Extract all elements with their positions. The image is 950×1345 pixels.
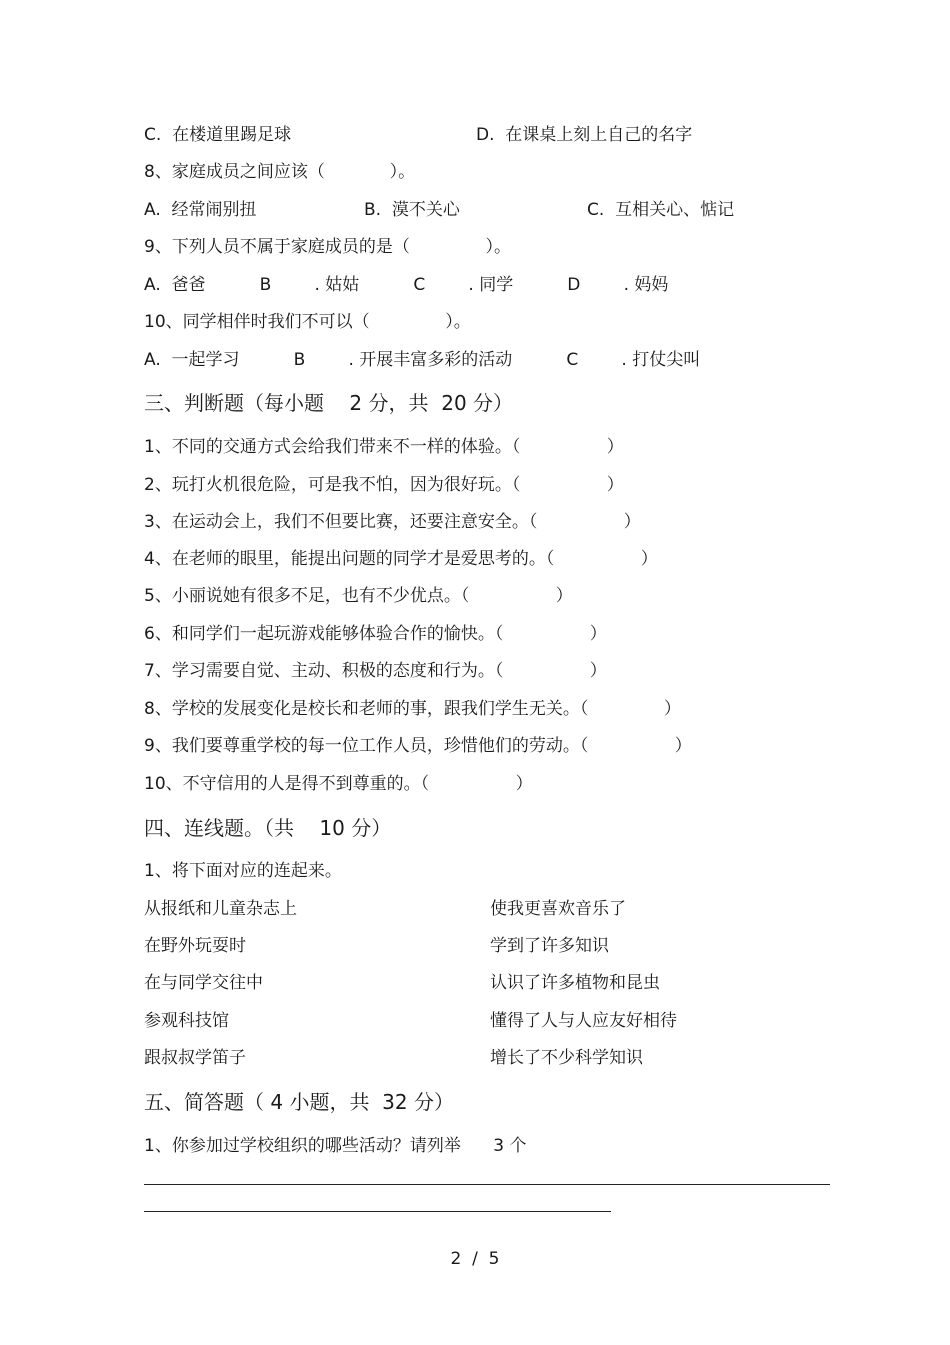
option-a: A. 经常闹别扭 [144, 200, 257, 220]
statement-item: 2、玩打火机很危险，可是我不怕，因为很好玩。（ ） [144, 475, 624, 495]
statement-item: 10、不守信用的人是得不到尊重的。（ ） [144, 774, 533, 794]
question-stem: 1、你参加过学校组织的哪些活动？请列举 3 个 [144, 1136, 527, 1156]
options-row: A. 爸爸 B . 姑姑 C . 同学 D . 妈妈 [144, 275, 669, 295]
match-right-item: 学到了许多知识 [490, 936, 609, 956]
section-heading: 三、判断题（每小题 2 分，共 20 分） [144, 391, 514, 415]
match-left-item: 在野外玩耍时 [144, 936, 246, 956]
option-b: B. 漠不关心 [364, 200, 460, 220]
instruction: 1、将下面对应的连起来。 [144, 861, 342, 881]
match-left-item: 参观科技馆 [144, 1011, 229, 1031]
question-stem: 10、同学相伴时我们不可以（ ）。 [144, 312, 471, 332]
question-stem: 9、下列人员不属于家庭成员的是（ ）。 [144, 237, 511, 257]
answer-line [144, 1184, 830, 1185]
statement-item: 6、和同学们一起玩游戏能够体验合作的愉快。（ ） [144, 624, 607, 644]
option-d: D. 在课桌上刻上自己的名字 [476, 125, 693, 145]
question-stem: 8、家庭成员之间应该（ ）。 [144, 162, 416, 182]
match-right-item: 懂得了人与人应友好相待 [490, 1011, 677, 1031]
option-c: C. 互相关心、惦记 [587, 200, 735, 220]
match-left-item: 在与同学交往中 [144, 973, 263, 993]
statement-item: 5、小丽说她有很多不足，也有不少优点。（ ） [144, 586, 573, 606]
match-right-item: 认识了许多植物和昆虫 [490, 973, 660, 993]
options-row: A. 一起学习 B . 开展丰富多彩的活动 C . 打仗尖叫 [144, 350, 701, 370]
page-number: 2 / 5 [450, 1249, 500, 1269]
option-c: C. 在楼道里踢足球 [144, 125, 292, 145]
statement-item: 1、不同的交通方式会给我们带来不一样的体验。（ ） [144, 437, 624, 457]
match-right-item: 使我更喜欢音乐了 [490, 899, 626, 919]
statement-item: 9、我们要尊重学校的每一位工作人员，珍惜他们的劳动。（ ） [144, 736, 692, 756]
statement-item: 3、在运动会上，我们不但要比赛，还要注意安全。（ ） [144, 512, 641, 532]
match-left-item: 从报纸和儿童杂志上 [144, 899, 297, 919]
match-right-item: 增长了不少科学知识 [490, 1048, 643, 1068]
statement-item: 8、学校的发展变化是校长和老师的事，跟我们学生无关。（ ） [144, 699, 681, 719]
statement-item: 4、在老师的眼里，能提出问题的同学才是爱思考的。（ ） [144, 549, 658, 569]
section-heading: 五、简答题（ 4 小题，共 32 分） [144, 1090, 454, 1114]
section-heading: 四、连线题。（共 10 分） [144, 816, 392, 840]
statement-item: 7、学习需要自觉、主动、积极的态度和行为。（ ） [144, 661, 607, 681]
match-left-item: 跟叔叔学笛子 [144, 1048, 246, 1068]
answer-line [144, 1211, 611, 1212]
